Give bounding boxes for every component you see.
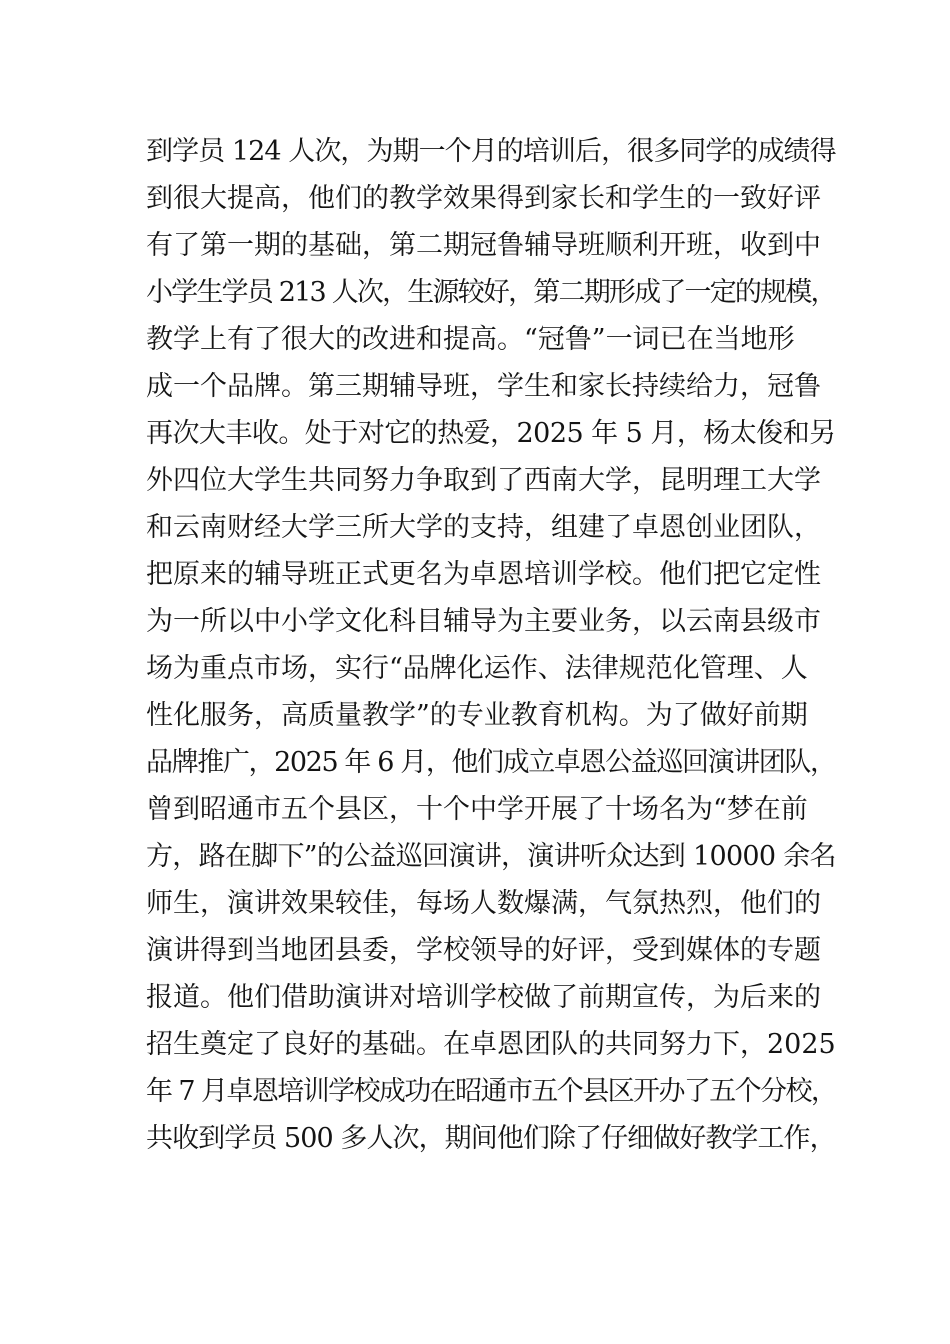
text-line: 到学员 124 人次，为期一个月的培训后，很多同学的成绩得: [146, 136, 836, 167]
text-line: 报道。他们借助演讲对培训学校做了前期宣传，为后来的: [146, 982, 821, 1013]
text-line: 为一所以中小学文化科目辅导为主要业务，以云南县级市: [146, 606, 821, 637]
text-line: 外四位大学生共同努力争取到了西南大学，昆明理工大学: [146, 465, 821, 496]
text-line: 年 7 月卓恩培训学校成功在昭通市五个县区开办了五个分校，: [146, 1076, 837, 1107]
text-line: 方，路在脚下”的公益巡回演讲，演讲听众达到 10000 余名: [146, 841, 836, 872]
text-line: 演讲得到当地团县委，学校领导的好评，受到媒体的专题: [146, 935, 821, 966]
text-line: 场为重点市场，实行“品牌化运作、法律规范化管理、人: [146, 653, 808, 684]
text-line: 把原来的辅导班正式更名为卓恩培训学校。他们把它定性: [146, 559, 821, 590]
text-line: 成一个品牌。第三期辅导班，学生和家长持续给力，冠鲁: [146, 371, 821, 402]
text-line: 曾到昭通市五个县区，十个中学开展了十场名为“梦在前: [146, 794, 808, 825]
text-line: 教学上有了很大的改进和提高。“冠鲁”一词已在当地形: [146, 324, 795, 355]
text-line: 到很大提高，他们的教学效果得到家长和学生的一致好评: [146, 183, 821, 214]
body-paragraph: [146, 128, 836, 1162]
text-line: 师生，演讲效果较佳，每场人数爆满，气氛热烈，他们的: [146, 888, 821, 919]
text-line: 小学生学员 213 人次，生源较好，第二期形成了一定的规模，: [146, 277, 836, 308]
text-line: 品牌推广，2025 年 6 月，他们成立卓恩公益巡回演讲团队，: [146, 747, 836, 778]
text-line: 招生奠定了良好的基础。在卓恩团队的共同努力下，2025: [146, 1029, 836, 1060]
text-line: 再次大丰收。处于对它的热爱，2025 年 5 月，杨太俊和另: [146, 418, 836, 449]
text-line: 和云南财经大学三所大学的支持，组建了卓恩创业团队，: [146, 512, 821, 543]
text-line: 有了第一期的基础，第二期冠鲁辅导班顺利开班，收到中: [146, 230, 821, 261]
text-line: 性化服务，高质量教学”的专业教育机构。为了做好前期: [146, 700, 808, 731]
text-line: 共收到学员 500 多人次，期间他们除了仔细做好教学工作，: [146, 1123, 836, 1154]
